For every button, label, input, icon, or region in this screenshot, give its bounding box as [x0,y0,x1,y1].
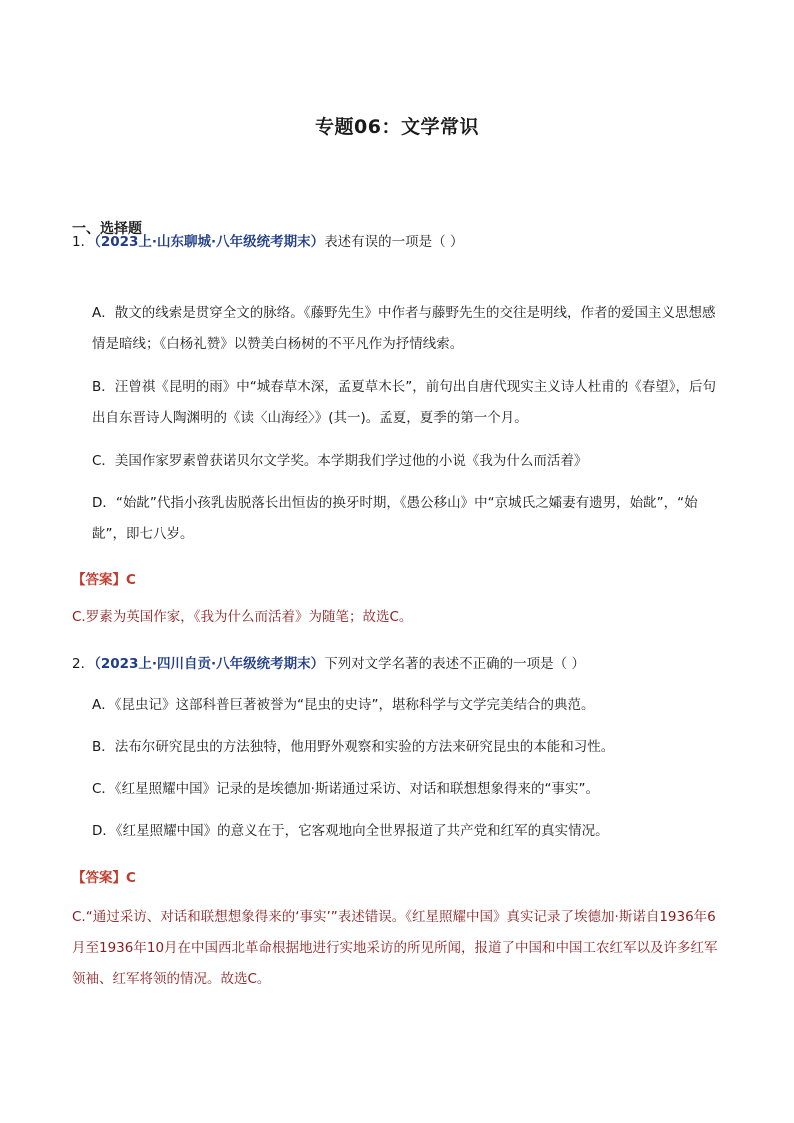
question-2-option-a: A．《昆虫记》这部科普巨著被誉为“昆虫的史诗”，堪称科学与文学完美结合的典范。 [92,697,595,713]
question-1-explanation: C.罗素为英国作家，《我为什么而活着》为随笔；故选C。 [72,609,413,625]
question-2-option-c: C．《红星照耀中国》记录的是埃德加·斯诺通过采访、对话和联想想象得来的“事实”。 [92,781,599,797]
question-text: 下列对文学名著的表述不正确的一项是（ ） [324,656,585,672]
question-2-option-d: D．《红星照耀中国》的意义在于，它客观地向全世界报道了共产党和红军的真实情况。 [92,823,609,839]
question-text: 表述有误的一项是（ ） [324,234,464,250]
question-number: 2． [72,656,95,672]
question-2-explanation: C.“通过采访、对话和联想想象得来的‘事实’”表述错误。《红星照耀中国》真实记录了埃德加·斯诺自1936年6月至1936年10月在中国西北革命根据地进行实地采访的所见所闻，报道了中国和中国工农红军以及许多红军领袖、红军将领的情况。故选C。 [72,909,718,987]
question-1-option-d: D．“始龀”代指小孩乳齿脱落长出恒齿的换牙时期，《愚公移山》中“京城氏之孀妻有遗男，始龀”，“始龀”，即七八岁。 [92,495,698,542]
question-source: （2023上·四川自贡·八年级统考期末） [94,656,325,672]
question-2-answer: 【答案】C [72,870,136,886]
question-1-option-c: C．美国作家罗素曾获诺贝尔文学奖。本学期我们学过他的小说《我为什么而活着》 [92,453,588,469]
question-source: （2023上·山东聊城·八年级统考期末） [94,234,325,250]
section-heading: 一、选择题 [72,221,142,237]
page-title: 专题06：文学常识 [315,116,479,138]
question-1-stem [72,232,463,252]
question-1-option-a: A．散文的线索是贯穿全文的脉络。《藤野先生》中作者与藤野先生的交往是明线，作者的爱国主义思想感情是暗线；《白杨礼赞》以赞美白杨树的不平凡作为抒情线索。 [92,305,716,352]
question-number: 1． [72,234,95,250]
question-1-option-b: B．汪曾祺《昆明的雨》中“城春草木深，孟夏草木长”，前句出自唐代现实主义诗人杜甫的《春望》，后句出自东晋诗人陶渊明的《读〈山海经〉》(其一)。孟夏，夏季的第一个月。 [92,379,716,426]
question-2-option-b: B．法布尔研究昆虫的方法独特，他用野外观察和实验的方法来研究昆虫的本能和习性。 [92,739,615,755]
question-2-stem [72,654,585,674]
question-1-answer: 【答案】C [72,572,136,588]
